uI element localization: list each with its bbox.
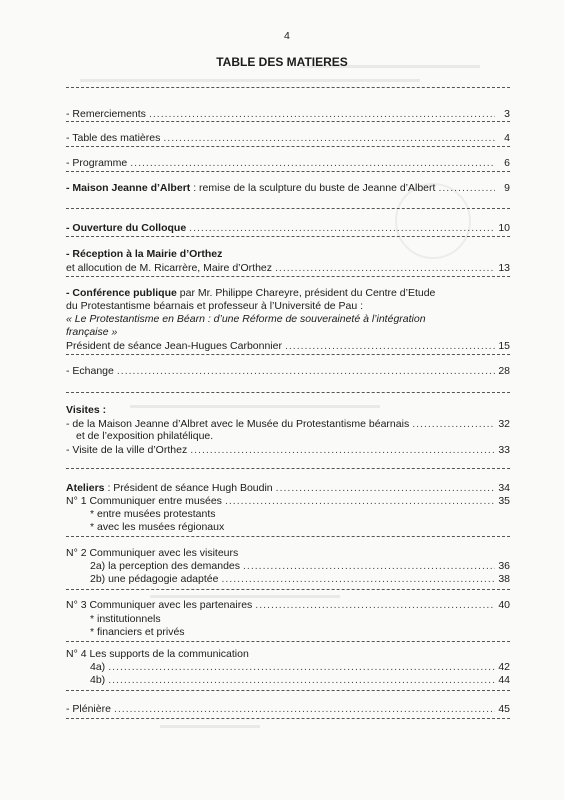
entry-label: - de la Maison Jeanne d’Albret avec le Musée du Protestantisme béarnais	[66, 418, 410, 430]
toc-entry-programme	[66, 157, 510, 169]
entry-page: 45	[498, 703, 510, 715]
entry-label: N° 3 Communiquer avec les partenaires	[66, 599, 253, 611]
divider	[66, 589, 510, 590]
entry-page: 3	[504, 108, 510, 120]
leader-dots	[255, 599, 495, 611]
entry-page: 34	[498, 482, 510, 494]
entry-label: N° 1 Communiquer entre musées	[66, 495, 222, 507]
toc-entry-pleniere	[66, 703, 510, 715]
entry-label: 4a)	[90, 661, 106, 673]
entry-label: 2b) une pédagogie adaptée	[90, 573, 219, 585]
toc-entry-atelier-4b	[90, 674, 510, 686]
page-title: TABLE DES MATIERES	[216, 55, 348, 69]
entry-page: 28	[498, 365, 510, 377]
entry-page: 6	[504, 157, 510, 169]
entry-page: 13	[498, 262, 510, 274]
toc-entry-atelier-4: N° 4 Les supports de la communication	[66, 648, 249, 660]
toc-entry-conference	[66, 340, 510, 352]
entry-page: 36	[498, 560, 510, 572]
leader-dots	[243, 560, 495, 572]
atelier-3-sub-2: * financiers et privés	[90, 626, 185, 638]
conference-title-line2: française »	[66, 326, 118, 338]
toc-entry-conference-line2: du Protestantisme béarnais et professeur à l’Université de Pau :	[66, 300, 364, 312]
entry-label: - Echange	[66, 365, 114, 377]
divider	[66, 354, 510, 355]
entry-label: par Mr. Philippe Chareyre, président du Centre d’Etude	[176, 287, 436, 299]
leader-dots	[412, 418, 495, 430]
divider	[66, 468, 510, 469]
atelier-1-sub-2: * avec les musées régionaux	[90, 521, 225, 533]
divider	[66, 392, 510, 393]
entry-label: Président de séance Jean-Hugues Carbonnier	[66, 340, 282, 352]
entry-page: 9	[504, 182, 510, 194]
leader-dots	[190, 444, 495, 456]
toc-entry-visite-ville	[66, 444, 510, 456]
divider	[66, 690, 510, 691]
leader-dots	[130, 157, 495, 169]
entry-page: 40	[498, 599, 510, 611]
visites-heading: Visites :	[66, 404, 107, 416]
entry-label: - Plénière	[66, 703, 111, 715]
divider	[66, 536, 510, 537]
divider	[66, 236, 510, 237]
entry-label: : Président de séance Hugh Boudin	[104, 482, 273, 494]
toc-entry-ateliers	[66, 482, 510, 494]
divider	[66, 641, 510, 642]
toc-entry-atelier-2b	[90, 573, 510, 585]
atelier-1-sub-1: * entre musées protestants	[90, 508, 216, 520]
toc-entry-remerciements	[66, 108, 510, 120]
toc-entry-visite-maison	[66, 418, 510, 430]
entry-page: 38	[498, 573, 510, 585]
entry-page: 15	[498, 340, 510, 352]
leader-dots	[114, 703, 495, 715]
entry-label-bold: - Conférence publique	[66, 287, 177, 299]
divider	[66, 146, 510, 147]
entry-label: - Table des matières	[66, 132, 161, 144]
page-number: 4	[284, 30, 290, 42]
entry-label: - Visite de la ville d’Orthez	[66, 444, 188, 456]
entry-label: et allocution de M. Ricarrère, Maire d’Orthez	[66, 262, 272, 274]
toc-entry-atelier-4a	[90, 661, 510, 673]
atelier-3-sub-1: * institutionnels	[90, 613, 161, 625]
toc-entry-reception-title	[66, 248, 222, 260]
entry-page: 35	[498, 495, 510, 507]
entry-page: 32	[498, 418, 510, 430]
toc-entry-atelier-2a	[90, 560, 510, 572]
entry-label-bold: Ateliers	[66, 482, 105, 494]
leader-dots	[225, 495, 495, 507]
entry-label-bold: - Maison Jeanne d’Albert	[66, 182, 191, 194]
divider	[66, 276, 510, 277]
divider	[66, 87, 510, 88]
toc-entry-ouverture	[66, 222, 510, 234]
entry-label: - Remerciements	[66, 108, 146, 120]
divider	[66, 171, 510, 172]
leader-dots	[221, 573, 495, 585]
leader-dots	[163, 132, 495, 144]
toc-entry-conference-line1	[66, 287, 435, 299]
leader-dots	[117, 365, 495, 377]
entry-page: 33	[498, 444, 510, 456]
entry-label: - Programme	[66, 157, 128, 169]
toc-entry-maison	[66, 182, 510, 194]
toc-entry-echange	[66, 365, 510, 377]
visite-maison-line2: et de l’exposition philatélique.	[76, 430, 214, 442]
leader-dots	[108, 674, 495, 686]
toc-entry-atelier-1	[66, 495, 510, 507]
leader-dots	[438, 182, 495, 194]
entry-page: 42	[498, 661, 510, 673]
divider	[66, 121, 510, 122]
toc-entry-reception	[66, 262, 510, 274]
entry-page: 4	[504, 132, 510, 144]
entry-label: 4b)	[90, 674, 106, 686]
entry-page: 10	[498, 222, 510, 234]
leader-dots	[108, 661, 495, 673]
entry-page: 44	[498, 674, 510, 686]
leader-dots	[149, 108, 495, 120]
leader-dots	[276, 482, 495, 494]
entry-label: : remise de la sculpture du buste de Jeanne d’Albert	[190, 182, 436, 194]
conference-title-line1: « Le Protestantisme en Béarn : d’une Réforme de souveraineté à l’intégration	[66, 313, 426, 325]
leader-dots	[285, 340, 495, 352]
toc-entry-atelier-3	[66, 599, 510, 611]
toc-entry-atelier-2: N° 2 Communiquer avec les visiteurs	[66, 547, 239, 559]
divider	[66, 718, 510, 719]
leader-dots	[275, 262, 495, 274]
entry-label-bold: - Réception à la Mairie d’Orthez	[66, 248, 223, 260]
toc-entry-table	[66, 132, 510, 144]
divider	[66, 208, 510, 209]
entry-label-bold: - Ouverture du Colloque	[66, 222, 187, 234]
entry-label: 2a) la perception des demandes	[90, 560, 241, 572]
leader-dots	[189, 222, 495, 234]
